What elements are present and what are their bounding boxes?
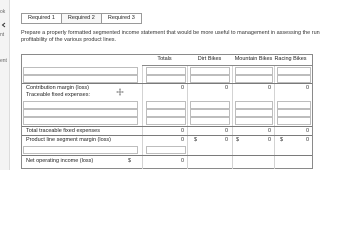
- amount-input[interactable]: [277, 75, 311, 83]
- amount-input[interactable]: [277, 109, 311, 117]
- plm-racing-currency: $: [280, 137, 284, 143]
- amount-input[interactable]: [235, 67, 273, 75]
- ttf-dirt: 0: [224, 128, 228, 134]
- net-operating-income-label: Net operating income (loss): [26, 158, 94, 164]
- amount-input[interactable]: [235, 109, 273, 117]
- amount-input[interactable]: [190, 75, 230, 83]
- amount-input[interactable]: [146, 67, 186, 75]
- amount-input[interactable]: [277, 117, 311, 125]
- amount-input[interactable]: [146, 109, 186, 117]
- plm-mountain-currency: $: [236, 137, 240, 143]
- product-line-margin-label: Product line segment margin (loss): [26, 137, 111, 143]
- ttf-racing: 0: [305, 128, 309, 134]
- amount-input[interactable]: [190, 109, 230, 117]
- contribution-margin-label: Contribution margin (loss): [26, 85, 89, 91]
- row-label-input[interactable]: [23, 75, 138, 83]
- header-underline: [142, 65, 312, 66]
- col-divider: [232, 66, 233, 169]
- ttf-totals: 0: [180, 128, 184, 134]
- total-traceable-label: Total traceable fixed expenses: [26, 128, 100, 134]
- rail-arrow-icon[interactable]: [1, 22, 7, 28]
- move-icon[interactable]: [116, 88, 124, 96]
- amount-input[interactable]: [235, 117, 273, 125]
- cm-mountain: 0: [267, 85, 271, 91]
- row-label-input[interactable]: [23, 117, 138, 125]
- amount-input[interactable]: [235, 75, 273, 83]
- amount-input[interactable]: [277, 67, 311, 75]
- amount-input[interactable]: [235, 101, 273, 109]
- header-dirt-bikes: Dirt Bikes: [197, 56, 222, 62]
- noi-totals-currency: $: [128, 158, 132, 164]
- left-rail: [0, 0, 10, 170]
- cm-racing: 0: [305, 85, 309, 91]
- tab-required-3[interactable]: Required 3: [101, 13, 142, 24]
- col-divider: [187, 66, 188, 169]
- tab-required-2[interactable]: Required 2: [61, 13, 102, 24]
- header-racing-bikes: Racing Bikes: [274, 56, 307, 62]
- amount-input[interactable]: [146, 101, 186, 109]
- tab-required-1[interactable]: Required 1: [21, 13, 62, 24]
- noi-totals: 0: [180, 158, 184, 164]
- cm-dirt: 0: [224, 85, 228, 91]
- plm-dirt: 0: [224, 137, 228, 143]
- header-totals: Totals: [157, 56, 172, 62]
- segmented-income-statement: [21, 54, 313, 169]
- amount-input[interactable]: [146, 117, 186, 125]
- traceable-fixed-label: Traceable fixed expenses:: [26, 92, 90, 98]
- amount-input[interactable]: [146, 146, 186, 154]
- rail-text-1: ok: [0, 9, 6, 15]
- header-mountain-bikes: Mountain Bikes: [234, 56, 273, 62]
- tab-bar: [21, 13, 141, 24]
- amount-input[interactable]: [190, 117, 230, 125]
- ttf-mountain: 0: [267, 128, 271, 134]
- row-label-input[interactable]: [23, 67, 138, 75]
- cm-totals: 0: [180, 85, 184, 91]
- row-label-input[interactable]: [23, 101, 138, 109]
- plm-racing: 0: [305, 137, 309, 143]
- rail-text-2: nt: [0, 32, 5, 38]
- amount-input[interactable]: [190, 67, 230, 75]
- col-divider: [274, 66, 275, 169]
- plm-totals: 0: [180, 137, 184, 143]
- amount-input[interactable]: [146, 75, 186, 83]
- row-label-input[interactable]: [23, 109, 138, 117]
- plm-dirt-currency: $: [194, 137, 198, 143]
- rail-text-3: ent: [0, 58, 7, 64]
- question-prompt: Prepare a properly formatted segmented income statement that would be more useful to management in assessing the run profitability of the various product lines.: [21, 30, 320, 43]
- col-divider: [142, 66, 143, 169]
- row-label-input[interactable]: [23, 146, 138, 154]
- plm-mountain: 0: [267, 137, 271, 143]
- amount-input[interactable]: [277, 101, 311, 109]
- subtotal-line: [22, 155, 312, 156]
- amount-input[interactable]: [190, 101, 230, 109]
